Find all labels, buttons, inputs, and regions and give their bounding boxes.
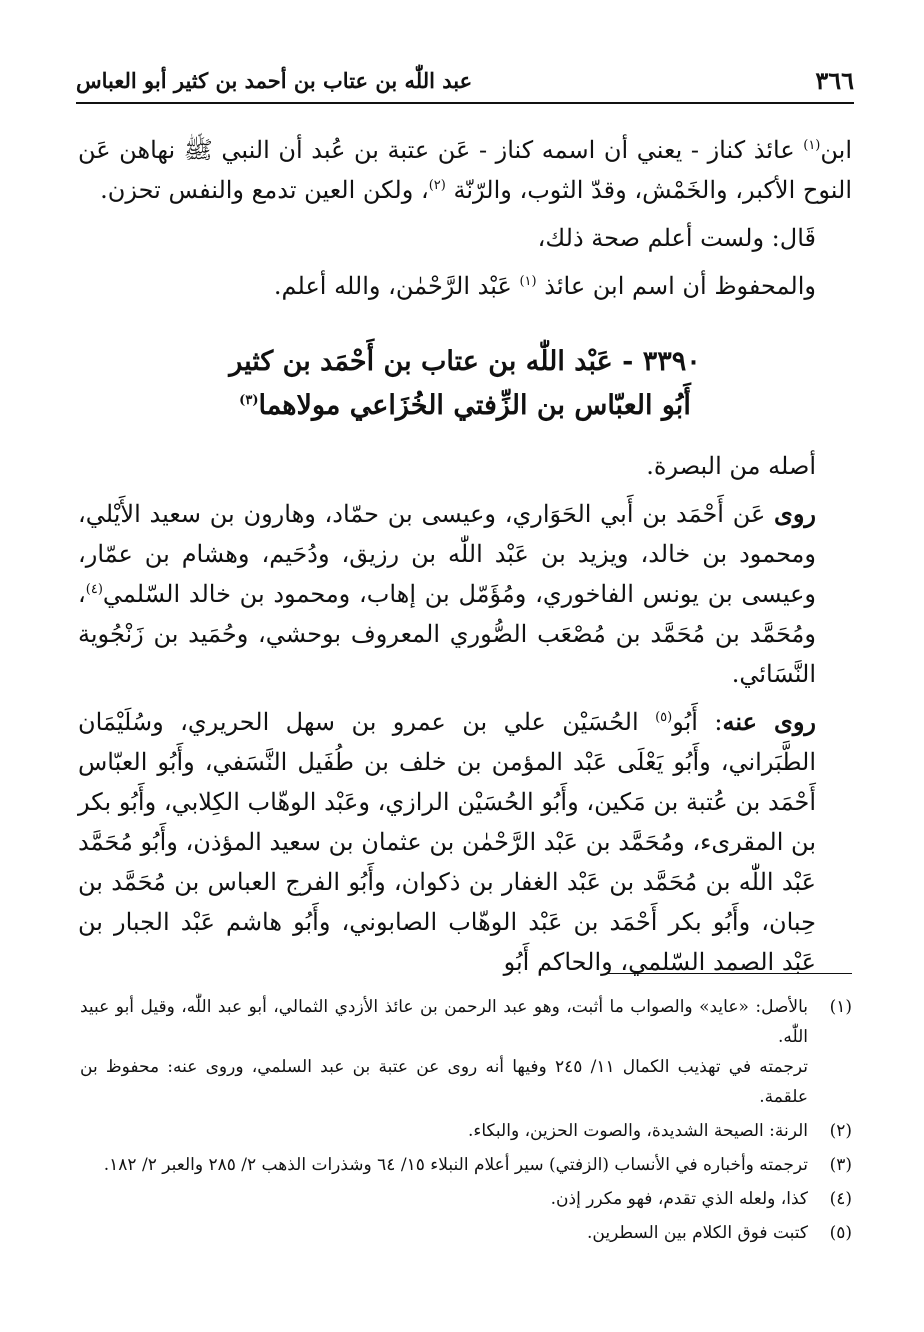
footnote-number: (٤) — [829, 1189, 852, 1209]
footnote-line: ترجمته وأخباره في الأنساب (الزفتي) سير أعلام النبلاء ١٥/ ٦٤ وشذرات الذهب ٢/ ٢٨٥ والعبر ٢/ ١٨٢. — [103, 1155, 808, 1175]
footnote-ref: (٥) — [655, 710, 673, 725]
footnote-divider — [608, 973, 852, 974]
text-run: أَبُو العبّاس بن الزِّفتي الخُزَاعي مولاهما — [258, 390, 691, 421]
footnote-text — [80, 992, 808, 1112]
text-run: ابن — [820, 136, 852, 164]
footnote-line: ترجمته في تهذيب الكمال ١١/ ٢٤٥ وفيها أنه روى عن عتبة بن عبد السلمي، وروى عنه: محفوظ بن علقمة. — [80, 1057, 809, 1107]
entry-heading — [78, 340, 852, 428]
footnote-number: (١) — [829, 997, 852, 1017]
text-run: ، ومُحَمَّد بن مُحَمَّد بن مُصْعَب الصُّوري المعروف بوحشي، وحُمَيد بن زَنْجُوية النَّسَائي. — [78, 580, 816, 688]
footnote-ref: (٢) — [428, 178, 446, 193]
footnote-ref: (٣) — [239, 393, 259, 408]
footnote-3 — [80, 1150, 852, 1180]
running-header — [76, 58, 854, 104]
text-run: : أَبُو — [672, 708, 723, 736]
entry-heading-line2 — [78, 384, 852, 428]
paragraph-continuation — [78, 130, 852, 210]
paragraph-rawa — [78, 494, 852, 694]
footnote-line: بالأصل: «عايد» والصواب ما أثبت، وهو عبد الرحمن بن عائذ الأزدي الثمالي، أبو عبد اللّٰه، وقيل أبو عبيد اللّٰه. — [80, 997, 808, 1047]
entry-heading-line1: ٣٣٩٠ - عَبْد اللّٰه بن عتاب بن أَحْمَد بن كثير — [229, 346, 701, 377]
footnote-text — [80, 1184, 808, 1214]
paragraph-origin: أصله من البصرة. — [646, 452, 816, 480]
footnote-1 — [80, 992, 852, 1112]
footnote-text — [80, 1150, 808, 1180]
footnote-line: الرنة: الصيحة الشديدة، والصوت الحزين، والبكاء. — [467, 1121, 808, 1141]
footnote-4 — [80, 1184, 852, 1214]
text-run: ، ولكن العين تدمع والنفس تحزن. — [100, 176, 429, 204]
text-run: والمحفوظ أن اسم ابن عائذ — [544, 272, 816, 300]
footnote-5 — [80, 1218, 852, 1248]
footnote-line: كذا، ولعله الذي تقدم، فهو مكرر إذن. — [550, 1189, 808, 1209]
rawa-anhu-lead: روى عنه — [722, 707, 816, 736]
text-run: عَبْد الرَّحْمٰن، والله أعلم. — [273, 272, 520, 300]
footnotes — [80, 992, 852, 1252]
paragraph-rawa-anhu — [78, 702, 852, 982]
page-number: ٣٦٦ — [815, 65, 854, 95]
text-run: عَن أَحْمَد بن أَبي الحَوَاري، وعيسى بن حمّاد، وهارون بن سعيد الأَيْلي، ومحمود بن خالد، ويزيد بن عَبْد اللّٰه بن رزيق، ودُحَيم، وهشام بن عمّار، وعيسى بن يونس الفاخوري، ومُؤَمّل بن إهاب، ومحمود بن خالد السّلمي — [78, 500, 816, 608]
main-text — [78, 130, 852, 990]
running-title: عبد اللّٰه بن عتاب بن أحمد بن كثير أبو العباس — [76, 67, 473, 93]
footnote-2 — [80, 1116, 852, 1146]
text-run: الحُسَيْن علي بن عمرو بن سهل الحريري، وسُلَيْمَان الطَّبَراني، وأَبُو يَعْلَى عَبْد المؤمن بن خلف بن طُفَيل النَّسَفي، وأَبُو العبّاس أَحْمَد بن عُتبة بن مَكين، وأَبُو الحُسَيْن الرازي، وعَبْد الوهّاب الكِلابي، وأَبُو بكر بن المقرىء، ومُحَمَّد بن عَبْد الرَّحْمٰن بن عثمان بن سعيد المؤذن، وأَبُو مُحَمَّد عَبْد اللّٰه بن مُحَمَّد بن عَبْد الغفار بن ذكوان، وأَبُو الفرج العباس بن مُحَمَّد بن حِبان، وأَبُو بكر أَحْمَد بن عَبْد الوهّاب الصابوني، وأَبُو هاشم عَبْد الجبار بن عَبْد الصمد السّلمي، والحاكم أَبُو — [78, 708, 816, 976]
paragraph-qal: قَال: ولست أعلم صحة ذلك، — [537, 224, 816, 252]
text-run: عائذ كناز - يعني أن اسمه كناز - عَن عتبة بن عُبد أن النبي ﷺ نهاهن عَن النوح الأكبر، والخَمْش، وقدّ الثوب، والرّنّة — [78, 136, 852, 204]
footnote-number: (٣) — [829, 1155, 852, 1175]
footnote-number: (٥) — [829, 1223, 852, 1243]
footnote-ref: (١) — [519, 274, 537, 289]
rawa-lead: روى — [774, 499, 816, 528]
paragraph-mahfuz — [78, 266, 852, 306]
footnote-ref: (٤) — [85, 582, 103, 597]
footnote-text — [80, 1116, 808, 1146]
footnote-ref: (١) — [803, 138, 821, 153]
footnote-line: كتبت فوق الكلام بين السطرين. — [587, 1223, 808, 1243]
footnote-number: (٢) — [829, 1121, 852, 1141]
footnote-text — [80, 1218, 808, 1248]
